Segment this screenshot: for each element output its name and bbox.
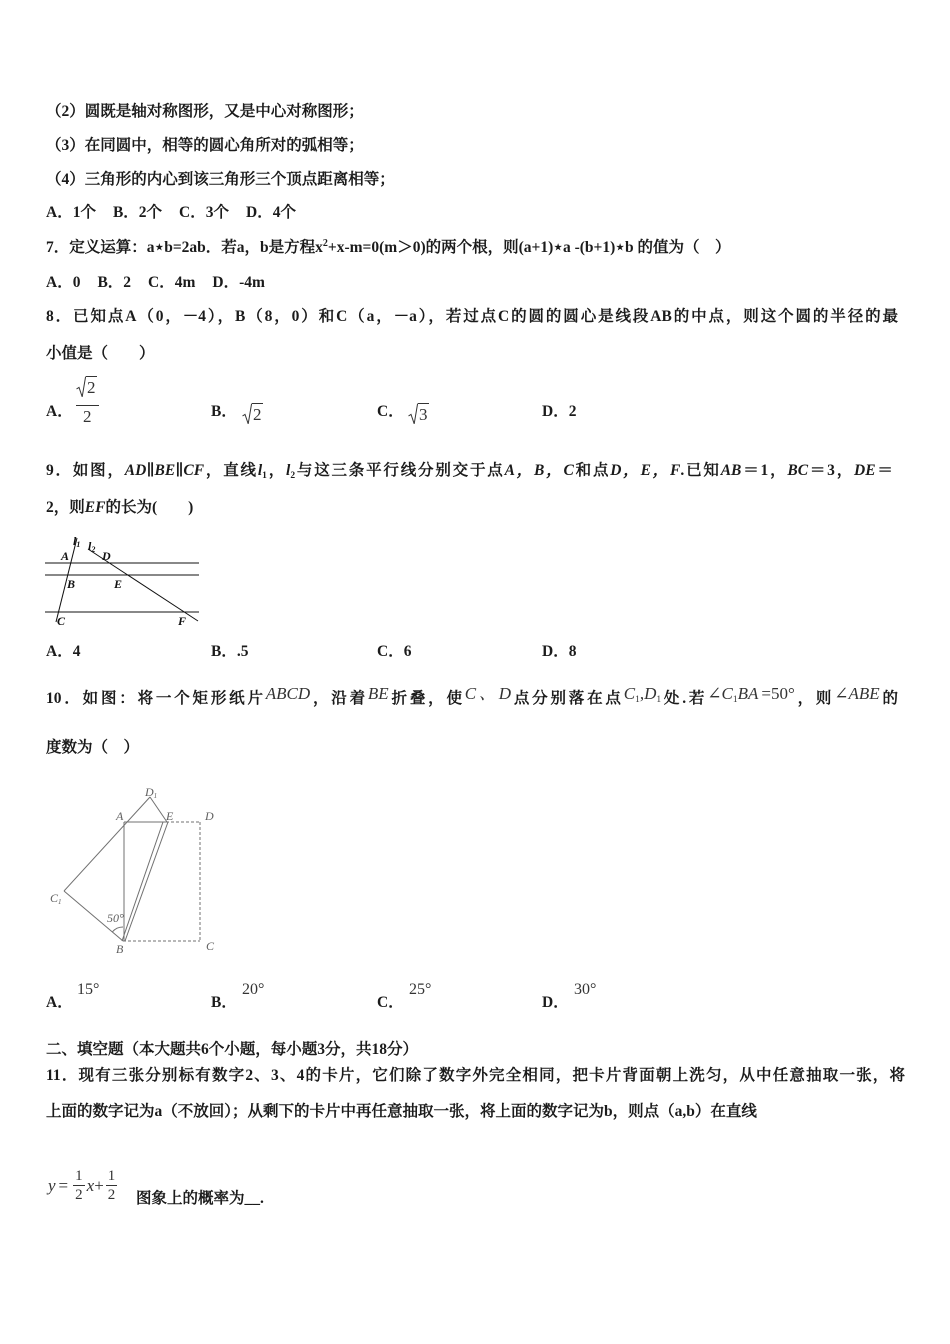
- q9-segment-de: DE: [854, 462, 876, 479]
- q9-line-l1: l: [257, 462, 263, 479]
- fold-line-be-shadow: [125, 822, 168, 941]
- q10-c1-sub: 1: [635, 695, 640, 705]
- square-root: [76, 376, 97, 398]
- q9-option-d: D．8: [542, 643, 577, 660]
- label-l1: [73, 534, 80, 549]
- q9-text-3: ，: [266, 462, 287, 479]
- q10-option-b-value: 20°: [242, 981, 265, 998]
- q9-line-l2: l: [286, 462, 291, 479]
- q10-option-c-label: C．: [377, 994, 404, 1011]
- label-c1-sub: 1: [58, 898, 62, 906]
- q9-line-l1-sub: 1: [262, 471, 267, 481]
- fraction-numerator: [76, 376, 99, 406]
- q8-option-d: D．2: [542, 403, 577, 420]
- q6-option-a: A．1个: [46, 204, 96, 221]
- equation-fraction-2: [106, 1167, 118, 1205]
- angle-arc: [112, 927, 123, 932]
- label-point-d: D: [102, 549, 111, 563]
- fraction-denominator: 2: [75, 1187, 83, 1203]
- q6-statement-3: （3）在同圆中，相等的圆心角所对的弧相等；: [46, 137, 364, 154]
- q7-option-b: B．2: [97, 274, 132, 291]
- label-l2-letter: l: [88, 539, 92, 553]
- equation-fraction-1: [73, 1167, 85, 1205]
- label-e: E: [166, 809, 174, 823]
- q10-points-cd: C、D: [464, 684, 512, 703]
- q9-text-8: ＝3，: [808, 462, 855, 479]
- q8-stem-line2: 小值是（ ）: [46, 345, 155, 362]
- q6-option-d: D．4个: [246, 204, 296, 221]
- q10-fold-line: BE: [367, 684, 389, 703]
- label-l2: [88, 539, 95, 554]
- q10-option-c-value: 25°: [409, 981, 432, 998]
- label-d1: [144, 785, 157, 800]
- q10-given-angle: [707, 684, 795, 703]
- equation-lhs: y: [48, 1176, 56, 1195]
- q9-text-5: 和点: [573, 462, 611, 479]
- angle-symbol: ∠: [707, 684, 722, 703]
- equation-variable: x: [86, 1176, 95, 1195]
- q9-points-def: D，E，F: [610, 462, 681, 479]
- equation-plus: +: [94, 1176, 104, 1195]
- q10-angle1-c: C: [721, 684, 733, 703]
- fold-line-be: [122, 822, 163, 941]
- q9-segment-ab: AB: [720, 462, 742, 479]
- edge-d1-e: [150, 797, 167, 822]
- q10-text-5: 处.若: [661, 690, 708, 707]
- radicand: 2: [253, 405, 262, 424]
- q9-line2-text-1: 2，则: [46, 499, 85, 516]
- q10-figure: [45, 785, 225, 957]
- q10-points-c1d1: [624, 684, 661, 703]
- q8-option-b-square-root: [242, 403, 263, 425]
- q7-stem-part2: +x-m=0(m＞0)的两个根，则(a+1)⋆a -(b+1)⋆b 的值为（ ）: [327, 239, 731, 256]
- fraction-denominator: 2: [83, 407, 92, 426]
- q9-text-9: ＝: [875, 462, 893, 479]
- fraction-numerator: 1: [75, 1168, 83, 1184]
- q10-option-d-label: D．: [542, 994, 569, 1011]
- q8-option-c-label: C．: [377, 403, 404, 420]
- q11-stem-line1: 11．现有三张分别标有数字2、3、4的卡片，它们除了数字外完全相同，把卡片背面朝上洗匀，从中任意抽取一张，将: [46, 1067, 905, 1084]
- q7-option-a: A．0: [46, 274, 81, 291]
- q9-stem-line1: [46, 461, 893, 481]
- label-c1-letter: C: [50, 891, 59, 905]
- q9-figure: [40, 533, 205, 629]
- q10-angle1-sub: 1: [732, 695, 738, 705]
- q11-line-equation: [48, 1163, 119, 1209]
- q10-d1-sub: 1: [656, 695, 662, 705]
- angle-symbol: ∠: [834, 684, 849, 703]
- label-point-c: C: [57, 614, 66, 628]
- q9-text-1: 9．如图，: [46, 462, 125, 479]
- label-d: D: [205, 809, 214, 823]
- q8-option-a-fraction: [76, 376, 99, 427]
- q9-text-7: ＝1，: [741, 462, 788, 479]
- q9-text-2: ，直线: [204, 462, 258, 479]
- fraction-numerator: 1: [107, 1168, 116, 1184]
- q10-option-b-label: B．: [211, 994, 237, 1011]
- label-point-a: A: [61, 549, 70, 563]
- q7-option-d: D．-4m: [212, 274, 265, 291]
- label-c1: [50, 891, 62, 906]
- q9-segment-ef: EF: [84, 499, 106, 516]
- q10-c1d1-comma: ,: [639, 684, 645, 703]
- q10-target-angle: [834, 684, 879, 703]
- radicand: 3: [419, 405, 428, 424]
- q10-text-2: ，沿着: [310, 690, 368, 707]
- radical-sign-icon: [242, 403, 252, 425]
- q10-option-d-value: 30°: [574, 981, 597, 998]
- q8-option-b-label: B．: [211, 403, 237, 420]
- label-point-f: F: [178, 614, 187, 628]
- q10-stem-line2: 度数为（ ）: [46, 739, 140, 756]
- q10-text-7: 的: [879, 690, 898, 707]
- q10-d1-letter: D: [644, 684, 657, 703]
- label-c: C: [206, 939, 215, 953]
- q9-text-4: 与这三条平行线分别交于点: [295, 462, 505, 479]
- q9-stem-line2: [46, 498, 193, 518]
- q7-option-c: C．4m: [148, 274, 196, 291]
- q10-text-3: 折叠，使: [388, 690, 465, 707]
- q10-text-4: 点分别落在点: [511, 690, 624, 707]
- q10-angle2-name: ABE: [848, 684, 880, 703]
- label-l2-sub: 2: [91, 545, 96, 554]
- q8-option-c-square-root: [408, 403, 429, 425]
- q7-stem-part1: 7．定义运算：a⋆b=2ab．若a，b是方程x: [46, 239, 323, 256]
- label-l1-sub: 1: [76, 540, 81, 549]
- q6-statement-2: （2）圆既是轴对称图形，又是中心对称图形；: [46, 103, 364, 120]
- label-d1-letter: D: [145, 785, 154, 799]
- q9-line-l2-sub: 2: [290, 471, 296, 481]
- q10-rectangle-name: ABCD: [265, 684, 311, 703]
- q6-statement-4: （4）三角形的内心到该三角形三个顶点距离相等；: [46, 171, 395, 188]
- label-angle-50: 50°: [107, 911, 124, 925]
- label-l1-letter: l: [73, 534, 77, 548]
- q9-option-b: B．.5: [211, 643, 249, 660]
- q9-points-abc: A，B，C: [504, 462, 574, 479]
- q8-option-a-label: A．: [46, 403, 73, 420]
- radical-sign-icon: [76, 376, 86, 398]
- fraction-denominator: 2: [107, 1187, 116, 1203]
- q11-stem-line3-tail: 图象上的概率为__.: [136, 1190, 264, 1207]
- q10-c1-letter: C: [623, 684, 636, 703]
- q9-text-6: .已知: [680, 462, 721, 479]
- radicand: 2: [87, 378, 96, 397]
- q8-stem-line1: 8．已知点A（0，－4），B（8，0）和C（a，－a），若过点C的圆的圆心是线段AB的中点，则这个圆的半径的最: [46, 308, 898, 325]
- section-heading: 二、填空题（本大题共6个小题，每小题3分，共18分）: [46, 1041, 419, 1058]
- q9-option-c: C．6: [377, 643, 412, 660]
- q10-angle1-rest: BA: [737, 684, 759, 703]
- label-d1-sub: 1: [153, 792, 158, 800]
- q11-stem-line2: 上面的数字记为a（不放回）；从剩下的卡片中再任意抽取一张，将上面的数字记为b，则点（a,b）在直线: [46, 1103, 757, 1120]
- label-a: A: [116, 809, 124, 823]
- q10-angle1-value: =50°: [761, 684, 795, 703]
- q10-option-a-value: 15°: [77, 981, 100, 998]
- q10-text-6: ，则: [794, 690, 835, 707]
- q9-parallel-lines: AD∥BE∥CF: [124, 462, 205, 479]
- radical-sign-icon: [408, 403, 418, 425]
- equation-equals: =: [58, 1176, 69, 1195]
- q6-option-b: B．2个: [112, 204, 163, 221]
- label-point-b: B: [67, 577, 76, 591]
- q7-exponent: 2: [322, 238, 328, 249]
- q9-line2-text-2: 的长为( ): [105, 499, 194, 516]
- q7-options: [46, 273, 282, 293]
- q7-stem: [46, 238, 731, 258]
- q10-stem-line1: [46, 684, 898, 709]
- q9-segment-bc: BC: [787, 462, 809, 479]
- label-point-e: E: [114, 577, 123, 591]
- edge-c1-d1: [64, 797, 150, 891]
- q9-option-a: A．4: [46, 643, 81, 660]
- q6-option-c: C．3个: [179, 204, 229, 221]
- q6-options: [46, 203, 313, 223]
- q10-text-1: 10．如图：将一个矩形纸片: [46, 690, 266, 707]
- q10-option-a-label: A．: [46, 994, 73, 1011]
- label-b: B: [116, 942, 124, 956]
